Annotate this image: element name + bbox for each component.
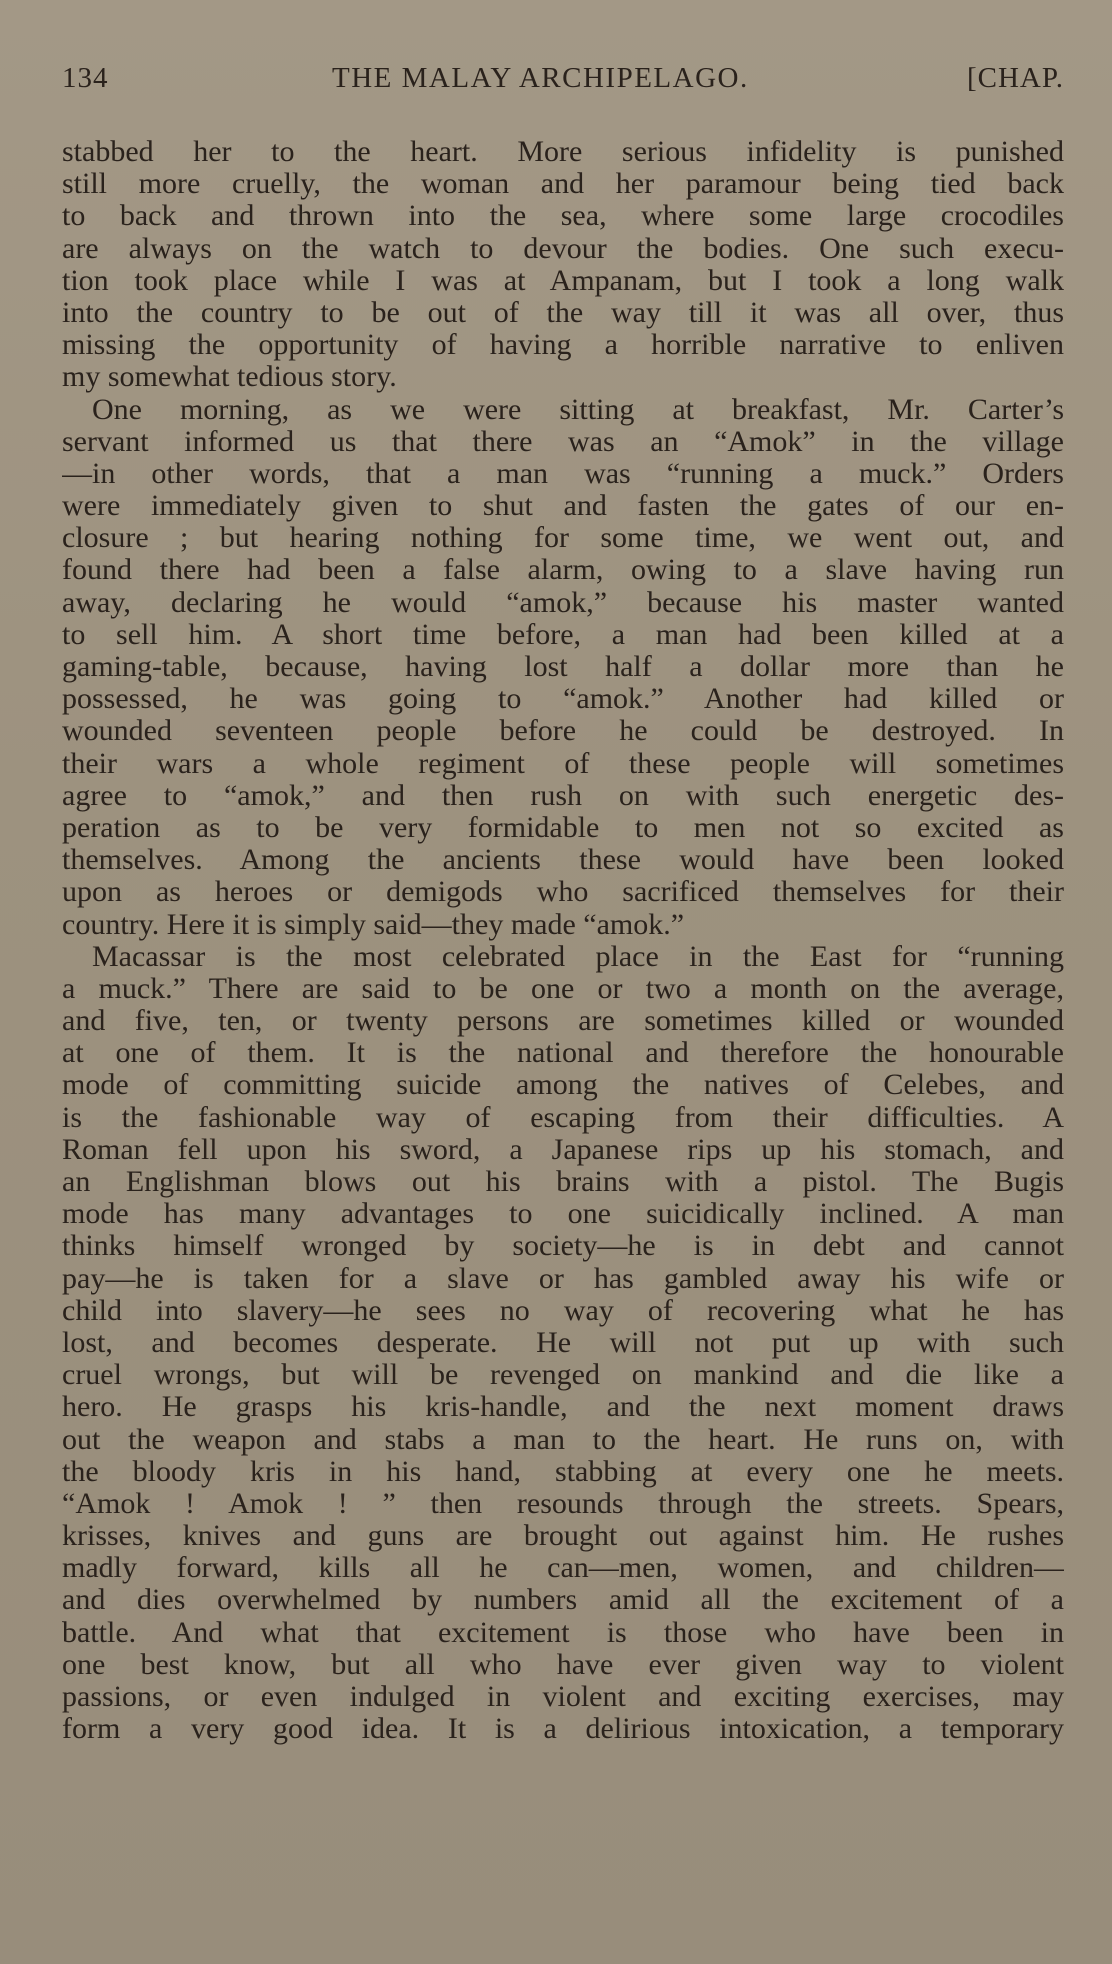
text-line: form a very good idea. It is a delirious intoxication, a temporary: [62, 1713, 1064, 1746]
text-line: —in other words, that a man was “running a muck.” Orders: [62, 457, 1064, 490]
text-line: out the weapon and stabs a man to the heart. He runs on, with: [62, 1423, 1064, 1456]
text-line: their wars a whole regiment of these people will sometimes: [62, 747, 1064, 780]
text-line: the bloody kris in his hand, stabbing at every one he meets.: [62, 1455, 1064, 1488]
text-line: an Englishman blows out his brains with a pistol. The Bugis: [62, 1166, 1064, 1198]
text-line: and five, ten, or twenty persons are sometimes killed or wounded: [62, 1005, 1064, 1038]
text-line: still more cruelly, the woman and her paramour being tied back: [62, 168, 1064, 201]
text-line: Roman fell upon his sword, a Japanese rips up his stomach, and: [62, 1133, 1064, 1166]
page-number: 134: [62, 62, 109, 94]
text-line: child into slavery—he sees no way of recovering what he has: [62, 1294, 1064, 1327]
text-line: One morning, as we were sitting at breakfast, Mr. Carter’s: [92, 393, 1064, 426]
running-title: THE MALAY ARCHIPELAGO.: [332, 62, 749, 94]
text-line: krisses, knives and guns are brought out against him. He rushes: [62, 1520, 1064, 1553]
page-header: [62, 62, 1064, 102]
text-line: stabbed her to the heart. More serious infidelity is punished: [62, 136, 1064, 168]
text-line: battle. And what that excitement is those who have been in: [62, 1616, 1064, 1649]
text-line: mode has many advantages to one suicidically inclined. A man: [62, 1198, 1064, 1231]
text-line: themselves. Among the ancients these would have been looked: [62, 844, 1064, 877]
text-line: and dies overwhelmed by numbers amid all the excitement of a: [62, 1584, 1064, 1617]
text-line: Macassar is the most celebrated place in the East for “running: [92, 940, 1064, 973]
text-line: tion took place while I was at Ampanam, but I took a long walk: [62, 264, 1064, 297]
text-line: a muck.” There are said to be one or two a month on the average,: [62, 972, 1064, 1005]
text-line: madly forward, kills all he can—men, women, and children—: [62, 1552, 1064, 1585]
text-line: my somewhat tedious story.: [62, 361, 397, 394]
text-line: pay—he is taken for a slave or has gambled away his wife or: [62, 1262, 1064, 1295]
chapter-mark: [CHAP.: [966, 62, 1064, 94]
text-line: found there had been a false alarm, owing to a slave having run: [62, 554, 1064, 587]
text-line: peration as to be very formidable to men not so excited as: [62, 811, 1064, 844]
body-text: [62, 136, 1064, 1745]
text-line: possessed, he was going to “amok.” Another had killed or: [62, 683, 1064, 716]
text-line: passions, or even indulged in violent and exciting exercises, may: [62, 1681, 1064, 1713]
text-line: missing the opportunity of having a horrible narrative to enliven: [62, 329, 1064, 362]
text-line: were immediately given to shut and fasten the gates of our en-: [62, 490, 1064, 523]
text-line: wounded seventeen people before he could be destroyed. In: [62, 715, 1064, 748]
text-line: mode of committing suicide among the natives of Celebes, and: [62, 1069, 1064, 1102]
text-line: is the fashionable way of escaping from their difficulties. A: [62, 1101, 1064, 1134]
text-line: into the country to be out of the way till it was all over, thus: [62, 296, 1064, 329]
text-line: to sell him. A short time before, a man had been killed at a: [62, 618, 1064, 651]
text-line: lost, and becomes desperate. He will not put up with such: [62, 1326, 1064, 1359]
text-line: thinks himself wronged by society—he is in debt and cannot: [62, 1230, 1064, 1263]
text-line: servant informed us that there was an “Amok” in the village: [62, 425, 1064, 458]
text-line: at one of them. It is the national and therefore the honourable: [62, 1037, 1064, 1070]
text-line: upon as heroes or demigods who sacrificed themselves for their: [62, 876, 1064, 909]
text-line: “Amok ! Amok ! ” then resounds through the streets. Spears,: [62, 1487, 1064, 1520]
text-line: to back and thrown into the sea, where some large crocodiles: [62, 200, 1064, 233]
text-line: closure ; but hearing nothing for some time, we went out, and: [62, 522, 1064, 555]
text-line: are always on the watch to devour the bodies. One such execu-: [62, 232, 1064, 265]
text-line: agree to “amok,” and then rush on with such energetic des-: [62, 779, 1064, 812]
text-line: one best know, but all who have ever given way to violent: [62, 1648, 1064, 1681]
text-line: cruel wrongs, but will be revenged on mankind and die like a: [62, 1359, 1064, 1392]
text-line: away, declaring he would “amok,” because his master wanted: [62, 586, 1064, 619]
text-line: hero. He grasps his kris-handle, and the next moment draws: [62, 1391, 1064, 1424]
text-line: gaming-table, because, having lost half a dollar more than he: [62, 651, 1064, 683]
text-line: country. Here it is simply said—they made “amok.”: [62, 908, 685, 941]
